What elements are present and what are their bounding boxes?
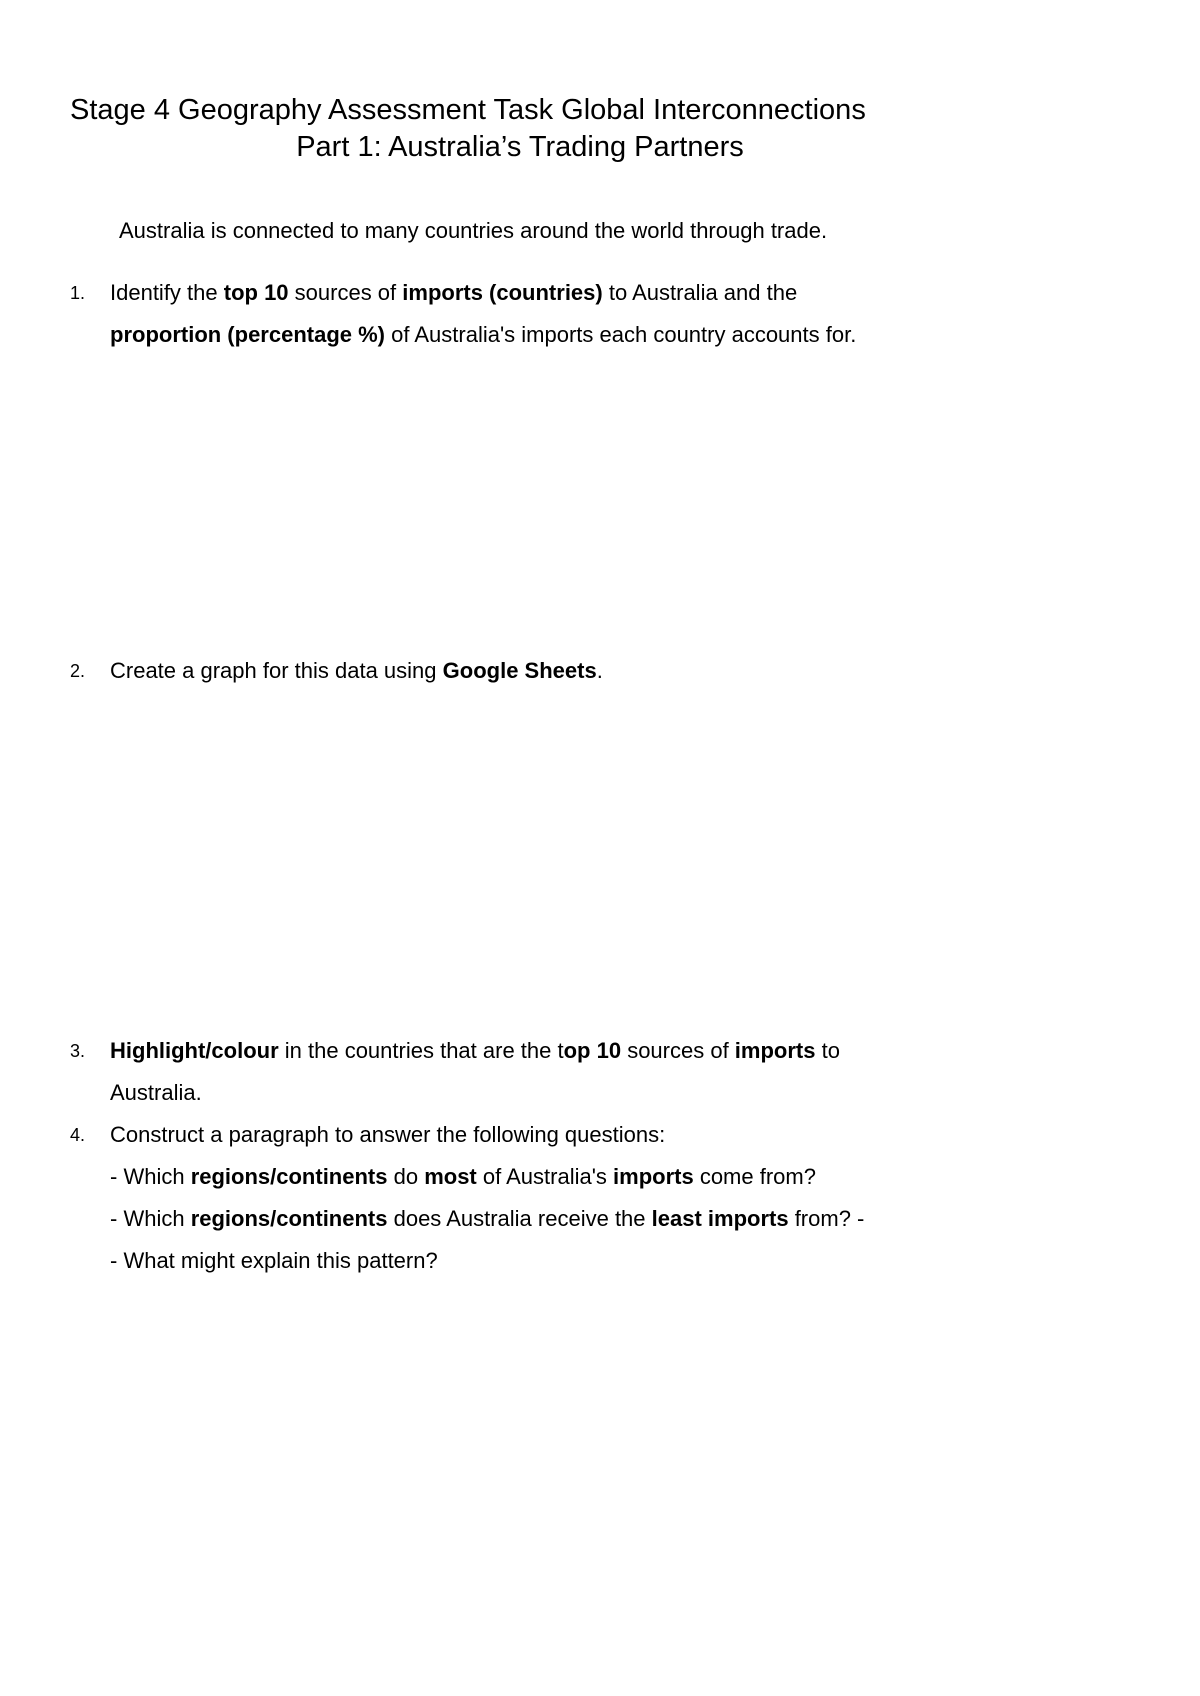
title-line-2: Part 1: Australia’s Trading Partners <box>296 131 744 163</box>
question-1 <box>70 272 856 356</box>
text: of Australia's <box>476 1164 614 1189</box>
text: Identify the <box>110 280 224 305</box>
text: sources of <box>621 1038 735 1063</box>
bold-text: top 10 <box>223 280 289 305</box>
text: of Australia's imports each country accounts for. <box>385 322 857 347</box>
text: come from? <box>693 1164 816 1189</box>
bold-text: most <box>424 1164 477 1189</box>
bold-text: regions/continents <box>190 1164 388 1189</box>
question-number: 3. <box>70 1041 86 1061</box>
question-2 <box>70 650 603 692</box>
title-line-1: Stage 4 Geography Assessment Task Global Interconnections <box>70 94 866 126</box>
question-3 <box>70 1030 840 1114</box>
question-number: 2. <box>70 661 86 681</box>
text: from? - <box>788 1206 865 1231</box>
bold-text: op 10 <box>563 1038 622 1063</box>
text: do <box>387 1164 425 1189</box>
bold-text: proportion (percentage %) <box>110 322 386 347</box>
question-number: 1. <box>70 283 86 303</box>
text: to Australia and the <box>602 280 798 305</box>
bold-text: Highlight/colour <box>110 1038 279 1063</box>
text: does Australia receive the <box>387 1206 652 1231</box>
text: in the countries that are the t <box>278 1038 564 1063</box>
question-4-line-3 <box>110 1198 864 1240</box>
text: Create a graph for this data using <box>110 658 443 683</box>
bold-text: Google Sheets <box>442 658 597 683</box>
question-1-line-1 <box>110 272 856 314</box>
text: - Which <box>110 1164 191 1189</box>
document-title <box>70 92 970 166</box>
question-4-line-1: Construct a paragraph to answer the following questions: <box>110 1122 666 1147</box>
bold-text: imports <box>734 1038 816 1063</box>
bold-text: least imports <box>651 1206 789 1231</box>
text: - Which <box>110 1206 191 1231</box>
bold-text: regions/continents <box>190 1206 388 1231</box>
bold-text: imports (countries) <box>402 280 603 305</box>
question-4-line-4: - What might explain this pattern? <box>110 1248 438 1273</box>
question-3-line-1 <box>110 1030 840 1072</box>
question-number: 4. <box>70 1125 86 1145</box>
intro-text: Australia is connected to many countries around the world through trade. <box>119 218 828 243</box>
question-4 <box>70 1114 864 1282</box>
bold-text: imports <box>613 1164 694 1189</box>
question-3-line-2: Australia. <box>110 1080 202 1105</box>
text: . <box>596 658 603 683</box>
question-1-line-2 <box>110 314 856 356</box>
text: to <box>815 1038 840 1063</box>
text: sources of <box>288 280 403 305</box>
question-2-line-1 <box>110 650 603 692</box>
question-4-line-2 <box>110 1156 864 1198</box>
